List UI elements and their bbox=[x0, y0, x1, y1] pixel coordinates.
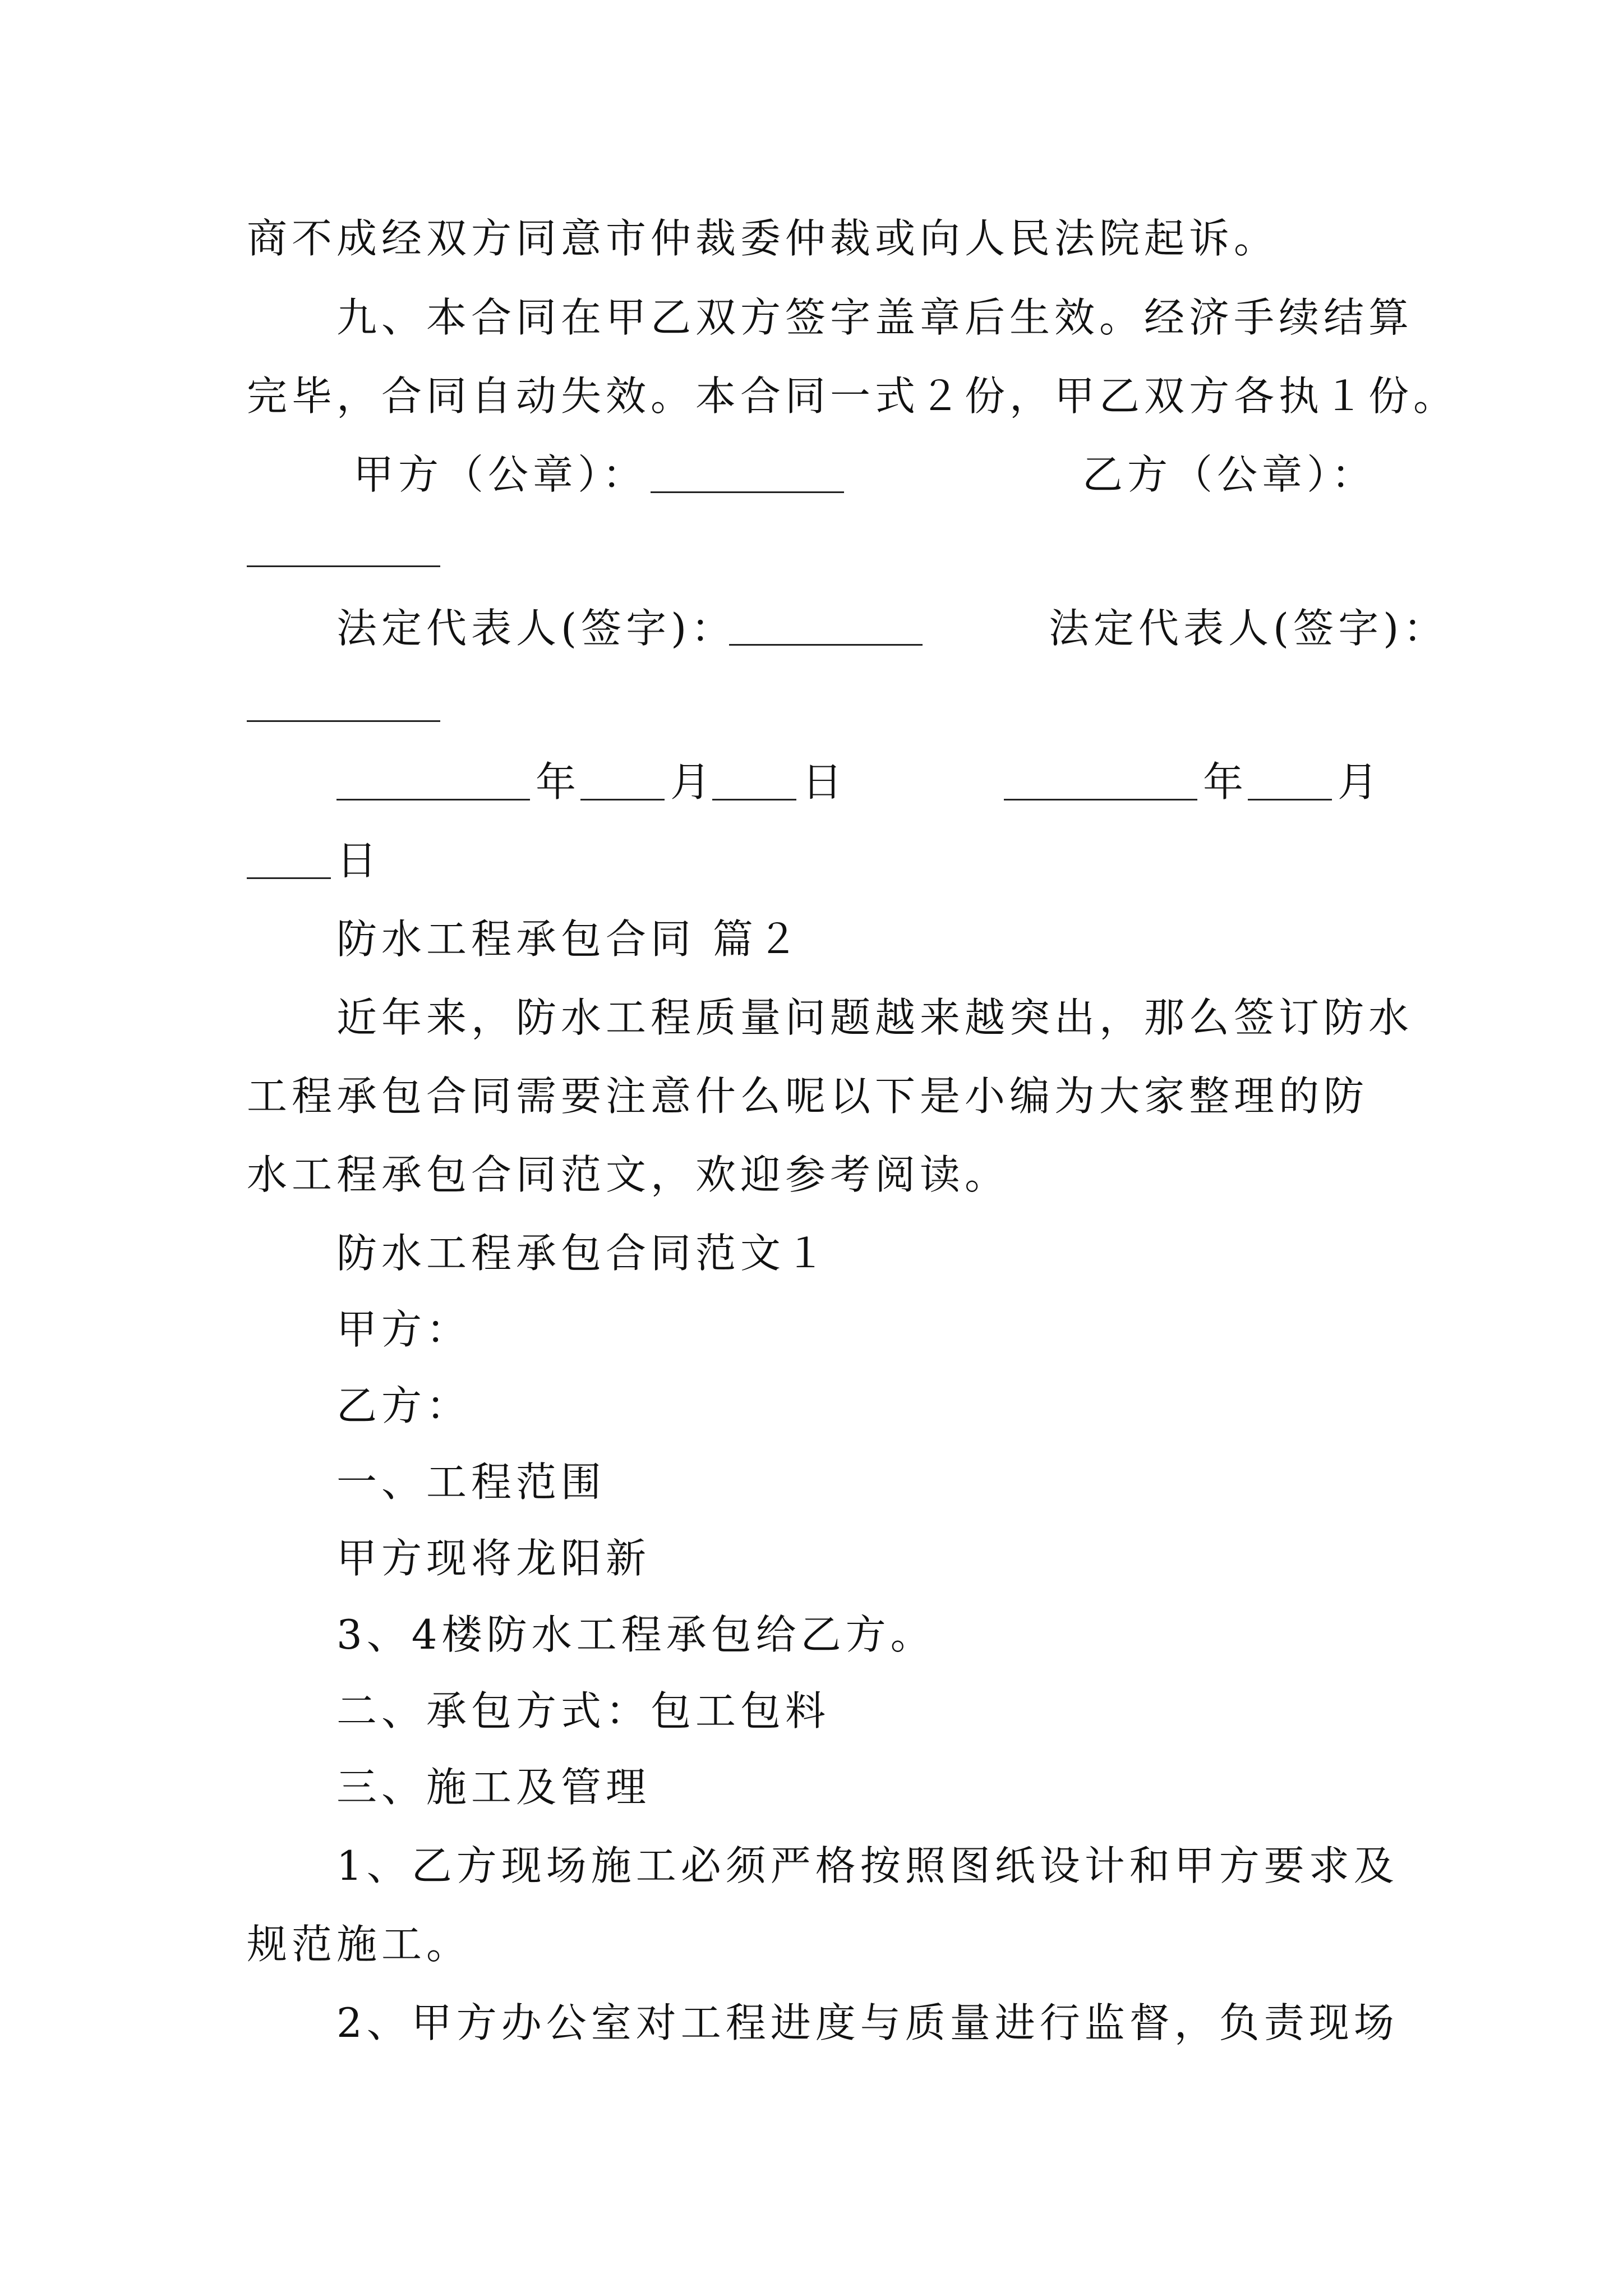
paragraph-line: 商不成经双方同意市仲裁委仲裁或向人民法院起诉。 bbox=[247, 215, 1279, 262]
clause-line: 甲方现将龙阳新 bbox=[336, 1535, 651, 1582]
sample-title: 防水工程承包合同范文１ bbox=[336, 1230, 831, 1277]
clause-line: 3、4楼防水工程承包给乙方。 bbox=[336, 1611, 935, 1658]
party-a-seal-blank bbox=[651, 489, 844, 493]
party-b-day-blank bbox=[247, 875, 331, 879]
party-b-rep-label: 法定代表人(签字)： bbox=[1049, 605, 1449, 652]
intro-line: 水工程承包合同范文，欢迎参考阅读。 bbox=[247, 1151, 1010, 1198]
party-b-day-label: 日 bbox=[336, 837, 382, 884]
clause-line: 规范施工。 bbox=[247, 1921, 472, 1968]
party-b-month-blank bbox=[1248, 797, 1332, 800]
clause-line: 一、工程范围 bbox=[336, 1458, 606, 1506]
party-a-label: 甲方： bbox=[336, 1306, 472, 1353]
party-a-month-blank bbox=[580, 797, 665, 800]
party-a-rep-label: 法定代表人(签字)： bbox=[336, 605, 736, 652]
party-a-day-blank bbox=[712, 797, 796, 800]
party-b-seal-label: 乙方（公章）： bbox=[1082, 451, 1377, 498]
party-b-rep-blank bbox=[247, 718, 440, 722]
paragraph-line: 完毕，合同自动失效。本合同一式２份，甲乙双方各执１份。 bbox=[247, 372, 1459, 420]
party-a-day-label: 日 bbox=[802, 758, 847, 806]
clause-line: 1、乙方现场施工必须严格按照图纸设计和甲方要求及 bbox=[336, 1842, 1399, 1889]
party-a-year-label: 年 bbox=[536, 758, 581, 806]
party-a-month-label: 月 bbox=[670, 758, 716, 806]
party-b-month-label: 月 bbox=[1338, 758, 1383, 806]
intro-line: 工程承包合同需要注意什么呢以下是小编为大家整理的防 bbox=[247, 1073, 1369, 1120]
clause-line: 三、施工及管理 bbox=[336, 1764, 651, 1811]
paragraph-line: 九、本合同在甲乙双方签字盖章后生效。经济手续结算 bbox=[336, 294, 1414, 341]
party-a-rep-blank bbox=[729, 642, 923, 646]
party-a-year-blank bbox=[336, 797, 530, 800]
intro-line: 近年来，防水工程质量问题越来越突出，那么签订防水 bbox=[336, 994, 1414, 1041]
party-b-label: 乙方： bbox=[336, 1382, 472, 1429]
party-a-seal-label: 甲方（公章）： bbox=[353, 451, 648, 498]
party-b-year-label: 年 bbox=[1203, 758, 1248, 806]
clause-line: 2、甲方办公室对工程进度与质量进行监督，负责现场 bbox=[336, 1999, 1399, 2046]
party-b-seal-blank bbox=[247, 563, 440, 567]
party-b-year-blank bbox=[1004, 797, 1197, 800]
clause-line: 二、承包方式：包工包料 bbox=[336, 1687, 831, 1734]
section-title: 防水工程承包合同 篇２ bbox=[336, 915, 803, 963]
